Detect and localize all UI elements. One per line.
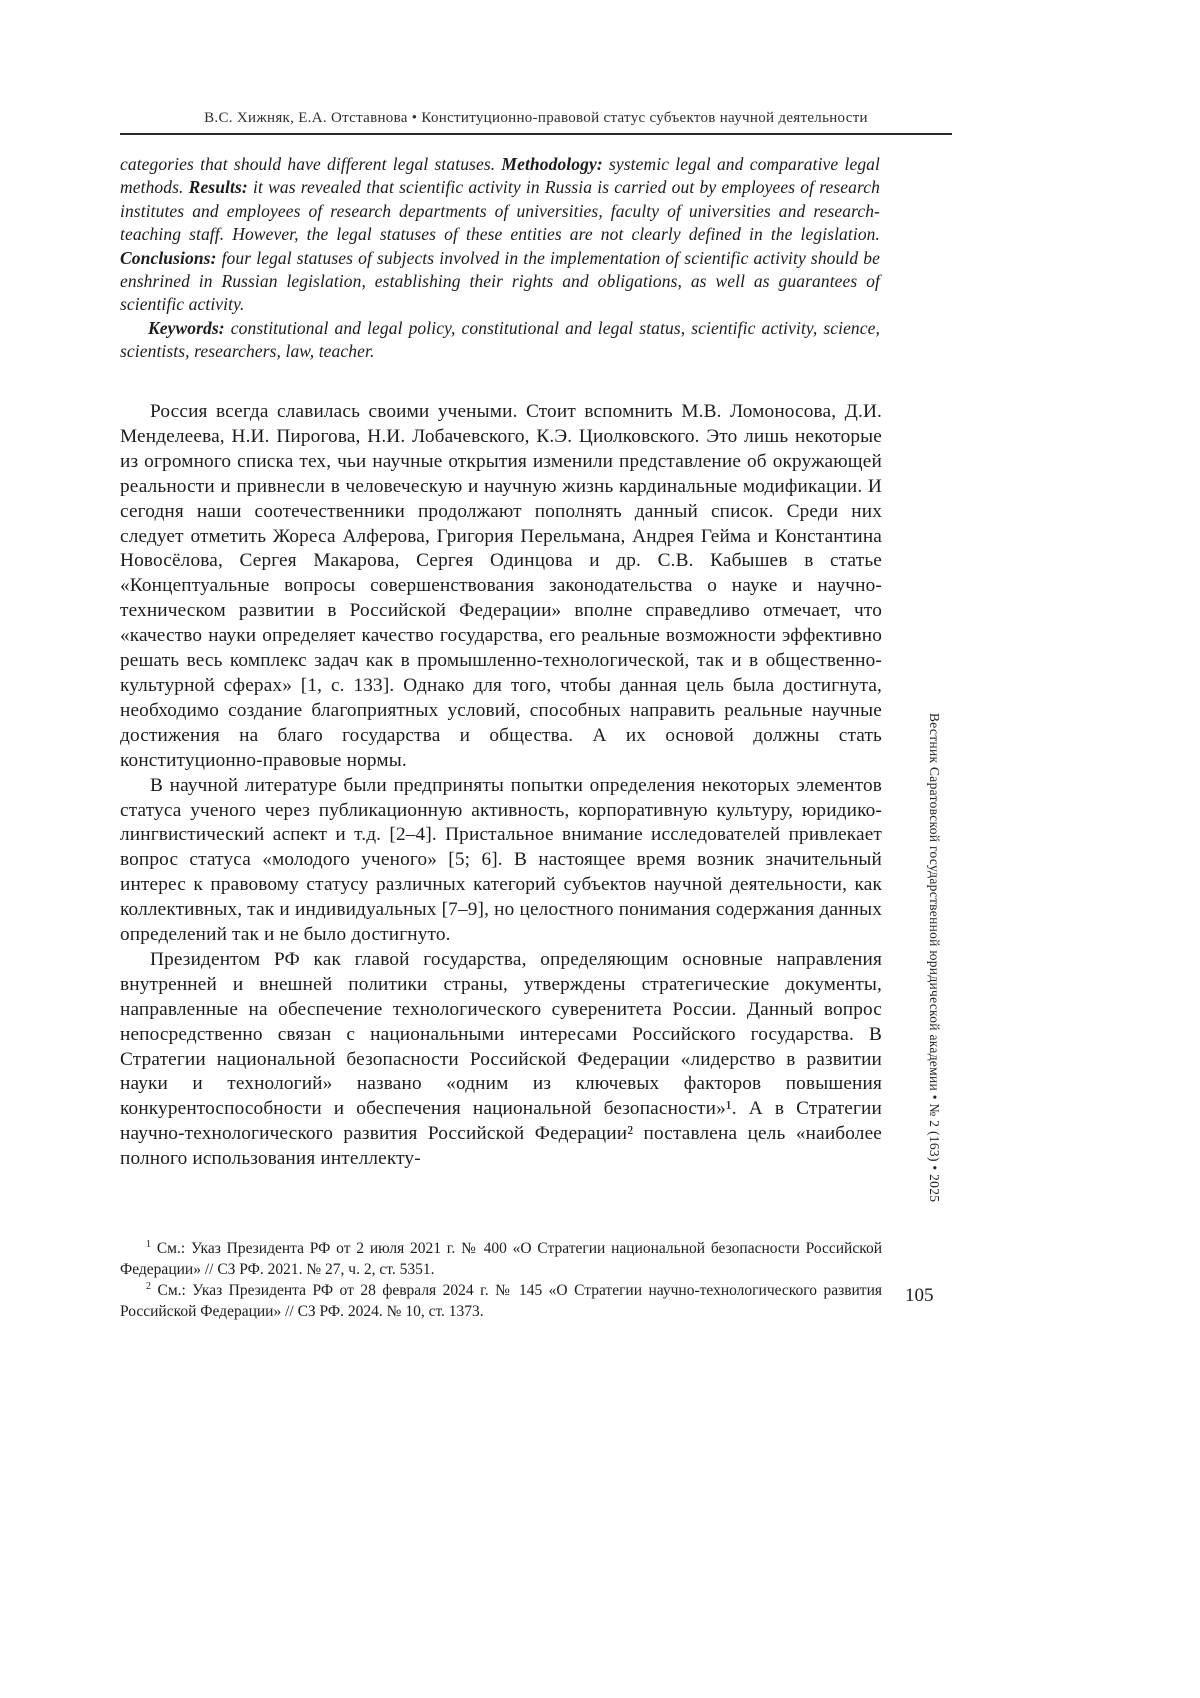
footnotes-section — [120, 1238, 882, 1322]
footnote-1-text: См.: Указ Президента РФ от 2 июля 2021 г. № 400 «О Стратегии национальной безопасности Российской Федерации» // СЗ РФ. 2021. № 27, ч. 2, ст. 5351. — [120, 1240, 883, 1278]
keywords-paragraph: Keywords: constitutional and legal policy, constitutional and legal status, scientific activity, science, scientists, researchers, law, teacher. — [120, 317, 880, 362]
body-paragraph-1: Россия всегда славилась своими учеными. Стоит вспомнить М.В. Ломоносова, Д.И. Менделеева, Н.И. Пирогова, Н.И. Лобачевского, К.Э. Циолковского. Это лишь некоторые из огромного списка тех, чьи научные открытия изменили представление об окружающей реальности и привнесли в человеческую и научную жизнь кардинальные модификации. И сегодня наши соотечественники продолжают пополнять данный список. Среди них следует отметить Жореса Алферова, Григория Перельмана, Андрея Гейма и Константина Новосёлова, Сергея Макарова, Сергея Одинцова и др. С.В. Кабышев в статье «Концептуальные вопросы совершенствования законодательства о науке и научно-техническом развитии в Российской Федерации» вполне справедливо отмечает, что «качество науки определяет качество государства, его реальные возможности эффективно решать весь комплекс задач как в промышленно-технологической, так и в общественно-культурной сферах» [1, с. 133]. Однако для того, чтобы данная цель была достигнута, необходимо создание благоприятных условий, способных направить реальные научные достижения на благо государства и общества. А их основой должны стать конституционно-правовые нормы. — [120, 401, 882, 771]
header-rule — [120, 133, 952, 135]
journal-spine-text: Вестник Саратовской государственной юридической академии • № 2 (163) • 2025 — [927, 713, 942, 1203]
running-head: В.С. Хижняк, Е.А. Отставнова • Конституционно-правовой статус субъектов научной деятельности — [204, 110, 868, 126]
footnote-1-marker: 1 — [146, 1238, 151, 1250]
abstract-section — [120, 153, 880, 364]
footnote-2-text: См.: Указ Президента РФ от 28 февраля 2024 г. № 145 «О Стратегии научно-технологического развития Российской Федерации» // СЗ РФ. 2024. № 10, ст. 1373. — [120, 1282, 883, 1320]
article-body — [120, 400, 882, 1172]
footnote-2-marker: 2 — [146, 1280, 151, 1292]
body-paragraph-3: Президентом РФ как главой государства, определяющим основные направления внутренней и внешней политики страны, утверждены стратегические документы, направленные на обеспечение технологического суверенитета России. Данный вопрос непосредственно связан с национальными интересами Российского государства. В Стратегии национальной безопасности Российской Федерации «лидерство в развитии науки и технологий» названо «одним из ключевых факторов повышения конкурентоспособности и обеспечения национальной безопасности»¹. А в Стратегии научно-технологического развития Российской Федерации² поставлена цель «наиболее полного использования интеллекту- — [120, 948, 882, 1170]
page-number: 105 — [905, 1285, 934, 1306]
footnote-2 — [120, 1280, 882, 1322]
footnote-1 — [120, 1238, 882, 1280]
abstract-paragraph: categories that should have different legal statuses. Methodology: systemic legal and comparative legal methods. Results: it was revealed that scientific activity in Russia is carried out by employees of research institutes and employees of research departments of universities, faculty of universities and research-teaching staff. However, the legal statuses of these entities are not clearly defined in the legislation. Conclusions: four legal statuses of subjects involved in the implementation of scientific activity should be enshrined in Russian legislation, establishing their rights and obligations, as well as guarantees of scientific activity. — [120, 154, 881, 315]
body-paragraph-2: В научной литературе были предприняты попытки определения некоторых элементов статуса ученого через публикационную активность, корпоративную культуру, юридико-лингвистический аспект и т.д. [2–4]. Пристальное внимание исследователей привлекает вопрос статуса «молодого ученого» [5; 6]. В настоящее время возник значительный интерес к правовому статусу различных категорий субъектов научной деятельности, как коллективных, так и индивидуальных [7–9], но целостного понимания содержания данных определений так и не было достигнуто. — [120, 774, 882, 946]
